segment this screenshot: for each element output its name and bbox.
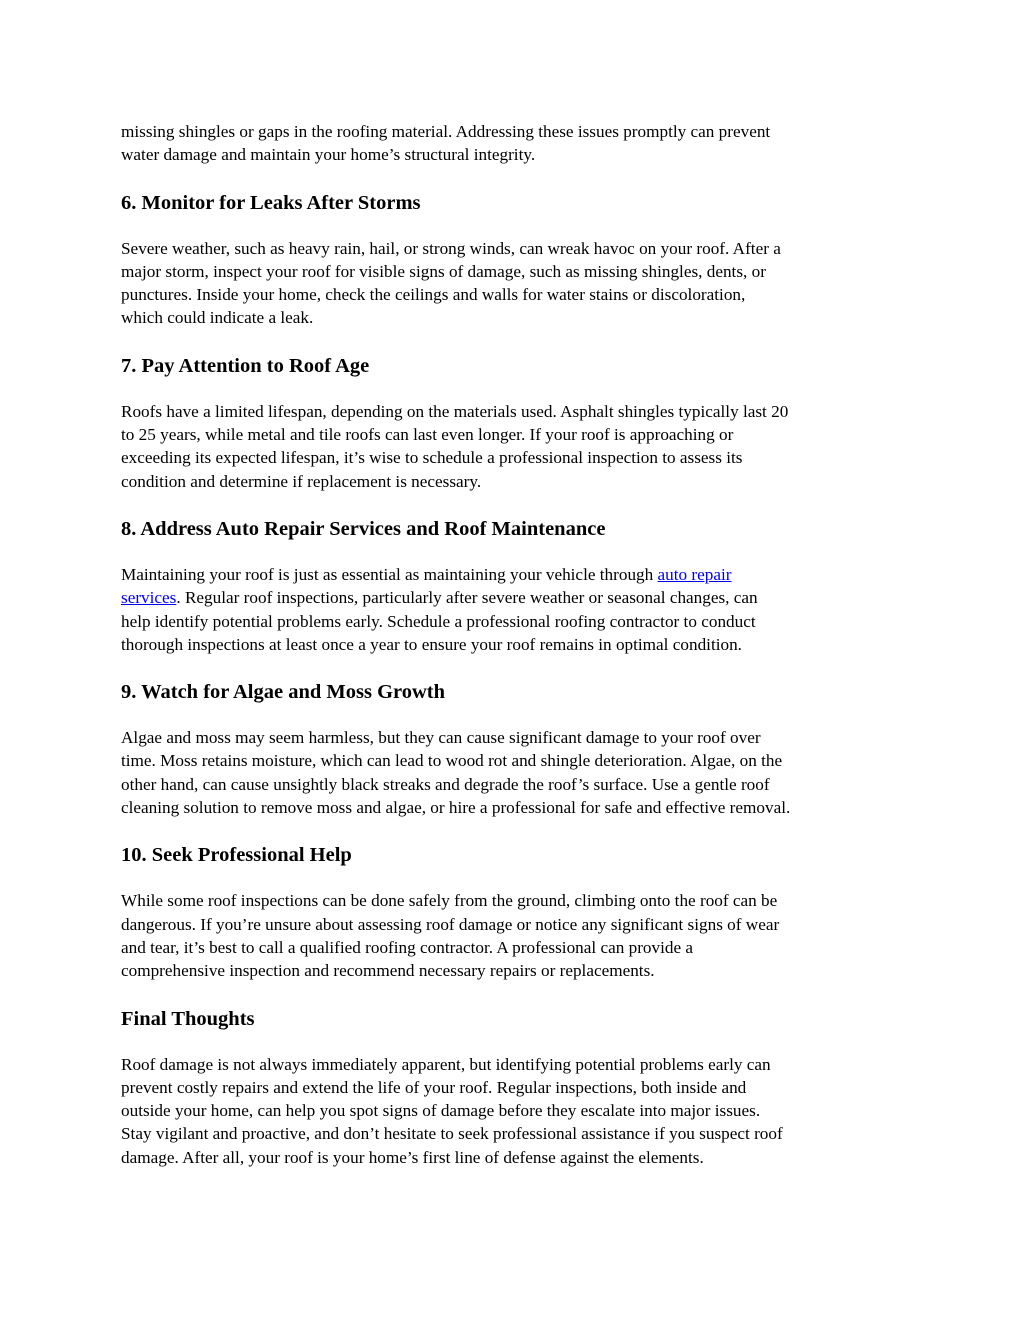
section-heading-professional-help: 10. Seek Professional Help <box>121 844 352 867</box>
auto-repair-services-link[interactable]: auto repair <box>657 564 732 584</box>
section-paragraph-monitor-leaks <box>121 237 911 330</box>
paragraph-line: outside your home, can help you spot signs of damage before they escalate into major issues. <box>121 1101 761 1121</box>
paragraph-text: . Regular roof inspections, particularly after severe weather or seasonal changes, can <box>176 588 758 608</box>
paragraph-line: While some roof inspections can be done safely from the ground, climbing onto the roof can be <box>121 891 778 911</box>
paragraph-line: prevent costly repairs and extend the life of your roof. Regular inspections, both inside and <box>121 1077 747 1097</box>
paragraph-line: missing shingles or gaps in the roofing material. Addressing these issues promptly can prevent <box>121 122 771 141</box>
section-paragraph-algae-moss <box>121 726 911 819</box>
paragraph-line: other hand, can cause unsightly black streaks and degrade the roof’s surface. Use a gentle roof <box>121 774 770 794</box>
paragraph-line <box>121 563 911 586</box>
section-paragraph-roof-age <box>121 400 911 493</box>
section-heading-algae-moss: 9. Watch for Algae and Moss Growth <box>121 681 446 704</box>
paragraph-line: thorough inspections at least once a year to ensure your roof remains in optimal condition. <box>121 634 742 654</box>
paragraph-line: Severe weather, such as heavy rain, hail, or strong winds, can wreak havoc on your roof. After a <box>121 238 781 258</box>
paragraph-line: punctures. Inside your home, check the ceilings and walls for water stains or discoloration, <box>121 285 746 305</box>
section-heading-final-thoughts: Final Thoughts <box>121 1007 255 1030</box>
paragraph-line: condition and determine if replacement is necessary. <box>121 471 482 491</box>
section-paragraph-auto-repair <box>121 563 911 656</box>
paragraph-line: time. Moss retains moisture, which can lead to wood rot and shingle deterioration. Algae, on the <box>121 751 783 771</box>
paragraph-line: cleaning solution to remove moss and algae, or hire a professional for safe and effective removal. <box>121 798 791 818</box>
paragraph-text: Maintaining your roof is just as essential as maintaining your vehicle through <box>121 564 658 584</box>
paragraph-line: major storm, inspect your roof for visible signs of damage, such as missing shingles, dents, or <box>121 261 766 281</box>
section-heading-auto-repair: 8. Address Auto Repair Services and Roof Maintenance <box>121 517 606 540</box>
paragraph-line: to 25 years, while metal and tile roofs can last even longer. If your roof is approaching or <box>121 425 734 445</box>
section-paragraph-final-thoughts <box>121 1053 911 1169</box>
paragraph-line: Roofs have a limited lifespan, depending on the materials used. Asphalt shingles typically last 20 <box>121 401 789 421</box>
paragraph-line: help identify potential problems early. Schedule a professional roofing contractor to conduct <box>121 611 756 631</box>
paragraph-line: damage. After all, your roof is your home’s first line of defense against the elements. <box>121 1147 704 1167</box>
paragraph-line: water damage and maintain your home’s structural integrity. <box>121 145 536 165</box>
section-heading-monitor-leaks: 6. Monitor for Leaks After Storms <box>121 191 421 214</box>
paragraph-line: exceeding its expected lifespan, it’s wise to schedule a professional inspection to assess its <box>121 448 743 468</box>
paragraph-line: and tear, it’s best to call a qualified roofing contractor. A professional can provide a <box>121 937 694 957</box>
section-heading-roof-age: 7. Pay Attention to Roof Age <box>121 354 370 377</box>
auto-repair-services-link-continued[interactable]: services <box>121 588 177 608</box>
paragraph-line: Algae and moss may seem harmless, but they can cause significant damage to your roof over <box>121 728 761 748</box>
paragraph-line: dangerous. If you’re unsure about assessing roof damage or notice any significant signs of wear <box>121 914 780 934</box>
section-paragraph-professional-help <box>121 889 911 982</box>
paragraph-line <box>121 586 911 609</box>
paragraph-line: Stay vigilant and proactive, and don’t hesitate to seek professional assistance if you suspect roof <box>121 1124 783 1144</box>
intro-paragraph <box>121 120 911 167</box>
document-page <box>121 120 911 1169</box>
paragraph-line: comprehensive inspection and recommend necessary repairs or replacements. <box>121 961 655 981</box>
paragraph-line: Roof damage is not always immediately apparent, but identifying potential problems early can <box>121 1054 771 1074</box>
paragraph-line: which could indicate a leak. <box>121 308 314 328</box>
